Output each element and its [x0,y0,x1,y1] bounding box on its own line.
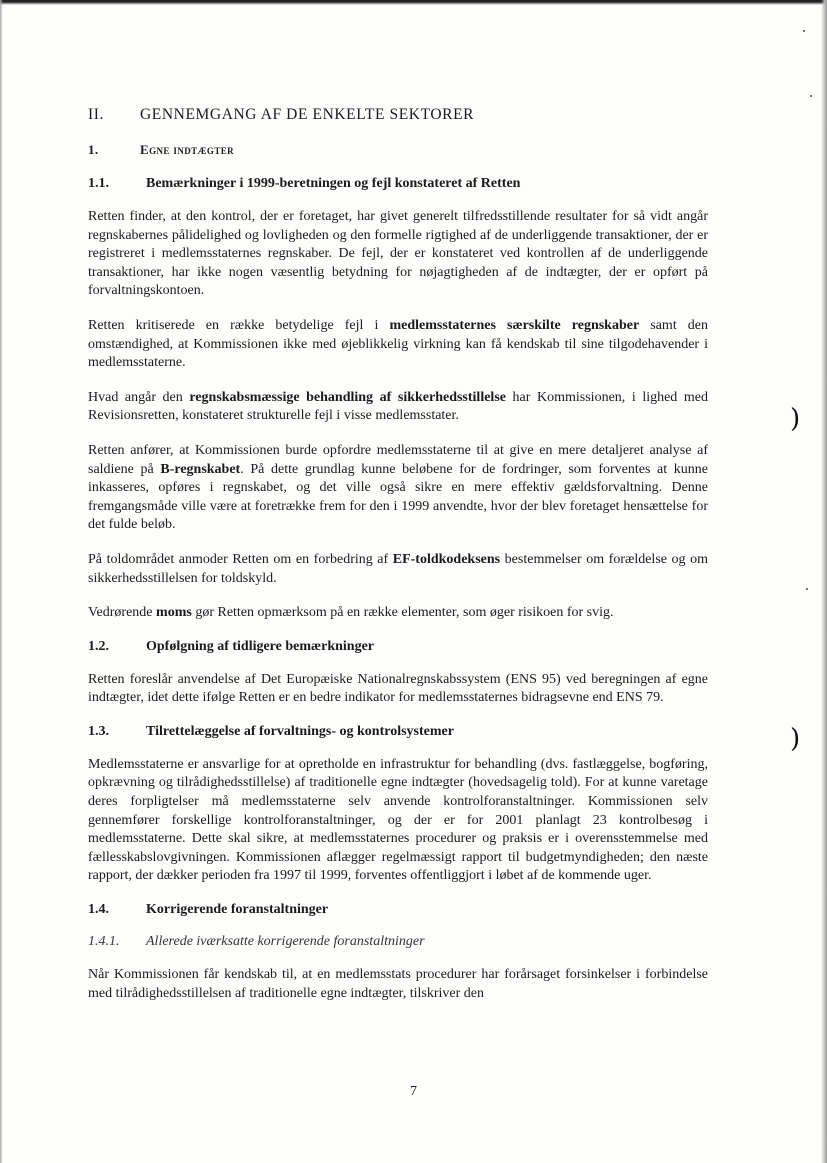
margin-mark: ) [790,404,801,434]
subsection-heading-1-2 [88,639,708,655]
paragraph: Vedrørende moms gør Retten opmærksom på en række elementer, som øger risikoen for svig. [88,605,614,621]
emphasis: regnskabsmæssige behandling af sikkerhedsstillelse [189,389,506,405]
subsection-title: Opfølgning af tidligere bemærkninger [146,638,375,654]
paragraph: Retten kritiserede en række betydelige fejl i medlemsstaternes særskilte regnskaber samt den omstændighed, at Kommissionen ikke med øjeblikkelig virkning kan få kendskab til sine tilgodehavender i medlemsstaterne. [88,317,708,371]
subsubsection-title: Allerede iværksatte korrigerende foranstaltninger [146,934,425,950]
subsection-heading-1-3 [88,724,708,740]
subsubsection-heading-1-4-1 [88,934,708,950]
emphasis: B-regnskabet [160,461,241,477]
scan-top-edge [0,0,827,5]
scan-right-edge [821,0,827,1163]
subsection-number: 1.4. [88,902,109,918]
subsection-heading-1-1 [88,176,708,192]
paragraph: Medlemsstaterne er ansvarlige for at opretholde en infrastruktur for behandling (dvs. fastlæggelse, bogføring, opkrævning og tilrådighedsstillelse) af traditionelle egne indtægter (hovedsagelig told). For at kunne varetage deres forpligtelser må medlemsstaterne selv anvende kontrolforanstaltninger. Kommissionen selv gennemfører forskellige kontrolforanstaltninger, og der er for 2001 planlagt 23 kontrolbesøg i medlemsstaterne. Dette skal sikre, at medlemsstaternes procedurer og praksis er i overensstemmelse med fællesskabslovgivningen. Kommissionen aflægger regelmæssigt rapport til budgetmyndigheden; den næste rapport, der dækker perioden fra 1997 til 1999, forventes offentliggjort i løbet af de kommende uger. [88,756,708,884]
emphasis: EF-toldkodeksens [392,551,501,567]
paragraph: Retten anfører, at Kommissionen burde opfordre medlemsstaterne til at give en mere detaljeret analyse af saldiene på B-regnskabet. På dette grundlag kunne beløbene for de fordringer, som forventes at kunne inkasseres, opføres i regnskabet, og det ville også sikre en mere effektiv gældsforvaltning. Denne fremgangsmåde ville være at foretrække frem for den i 1999 anvendte, hvor der blev foretaget hensættelse for det fulde beløb. [88,442,708,533]
section-heading [88,142,708,158]
paragraph: Retten finder, at den kontrol, der er foretaget, har givet generelt tilfredsstillende resultater for så vidt angår regnskabernes pålidelighed og lovligheden og den formelle rigtighed af de underliggende transaktioner, der er registreret i medlemsstaternes regnskaber. De fejl, der er konstateret ved kontrollen af de underliggende transaktioner, har ikke nogen væsentlig betydning for nøjagtigheden af de indtægter, der er opført på forvaltningskontoen. [88,209,708,299]
subsection-number: 1.3. [88,723,109,739]
document-page [88,106,708,1019]
scan-left-edge [0,0,3,1163]
chapter-heading [88,106,708,124]
scan-speck [810,95,812,97]
paragraph: Hvad angår den regnskabsmæssige behandling af sikkerhedsstillelse har Kommissionen, i lighed med Revisionsretten, konstateret strukturelle fejl i visse medlemsstater. [88,389,708,424]
scan-speck [806,588,808,590]
margin-mark: ) [790,724,801,754]
paragraph: På toldområdet anmoder Retten om en forbedring af EF-toldkodeksens bestemmelser om forældelse og om sikkerhedsstillelsen for toldskyld. [88,551,708,586]
emphasis: medlemsstaternes særskilte regnskaber [389,317,640,333]
subsubsection-number: 1.4.1. [88,934,120,950]
subsection-title: Korrigerende foranstaltninger [146,902,329,918]
subsection-title: Tilrettelæggelse af forvaltnings- og kontrolsystemer [146,723,454,739]
paragraph: Retten foreslår anvendelse af Det Europæiske Nationalregnskabssystem (ENS 95) ved beregningen af egne indtægter, idet dette ifølge Retten er en bedre indikator for medlemsstaternes bidragsevne end ENS 79. [88,671,708,706]
page-number: 7 [410,1084,417,1099]
subsection-number: 1.1. [88,176,109,191]
emphasis: moms [156,605,192,621]
section-number: 1. [88,142,99,157]
chapter-title: GENNEMGANG AF DE ENKELTE SEKTORER [140,106,475,123]
paragraph: Når Kommissionen får kendskab til, at en medlemsstats procedurer har forårsaget forsinkelser i forbindelse med tilrådighedsstillelsen af traditionelle egne indtægter, tilskriver den [88,967,708,1001]
subsection-heading-1-4 [88,902,708,918]
subsection-title: Bemærkninger i 1999-beretningen og fejl konstateret af Retten [146,176,521,191]
chapter-number: II. [88,106,104,123]
subsection-number: 1.2. [88,638,109,654]
scan-speck [803,30,805,32]
section-title: Egne indtægter [140,142,235,157]
